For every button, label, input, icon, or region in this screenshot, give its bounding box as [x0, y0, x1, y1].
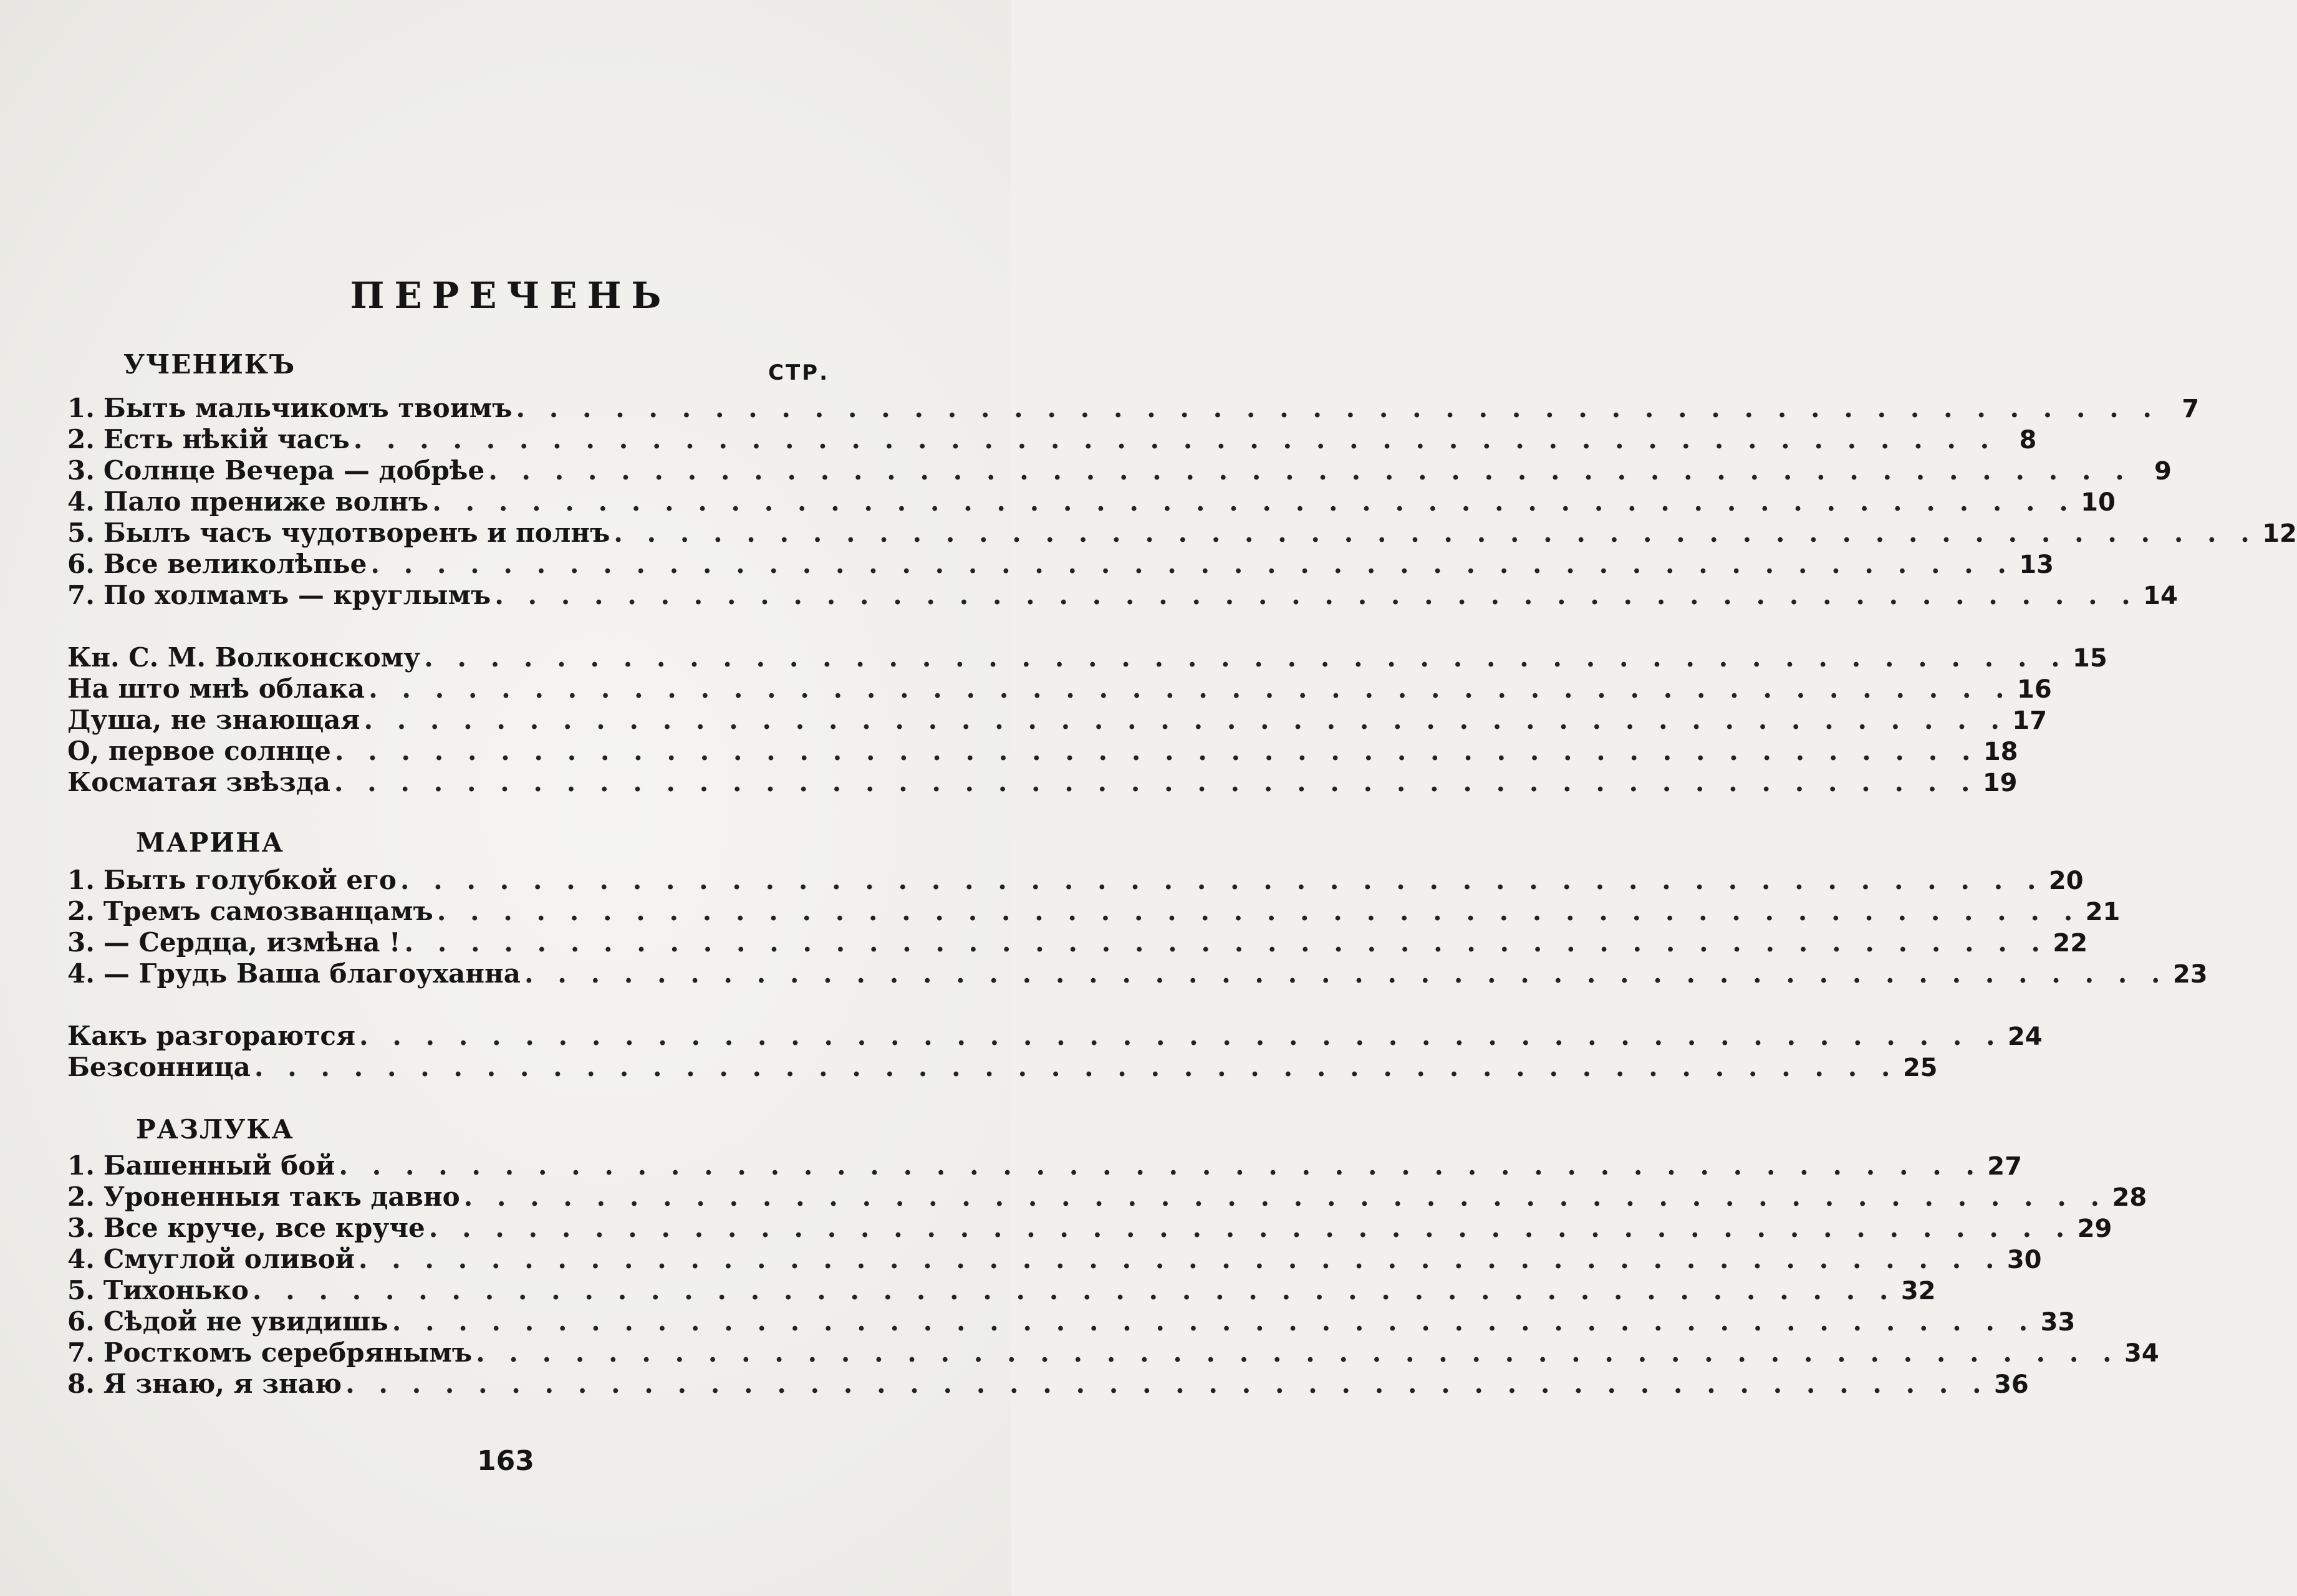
toc-entry-title — [67, 673, 365, 704]
toc-entry-title — [67, 958, 521, 989]
toc-entry-number: 8. — [67, 1368, 95, 1399]
leader-dots: . . . . . . . . . . . . . . . . . . . . . . . . . . . . . . . . . . . . . . . . . . . . . . . . . . — [339, 1150, 1982, 1181]
toc-entry-text: По холмамъ — круглымъ — [103, 580, 491, 610]
toc-entry-text: Косматая звѣзда — [67, 767, 330, 797]
toc-entry-title — [67, 455, 484, 486]
leader-dots: . . . . . . . . . . . . . . . . . . . . . . . . . . . . . . . . . . . . . . . . . . . . . . . . . . — [488, 455, 2132, 486]
toc-entry-page: 30 — [2006, 1246, 2042, 1274]
toc-entry-number: 2. — [67, 896, 95, 926]
leader-dots: . . . . . . . . . . . . . . . . . . . . . . . . . . . . . . . . . . . . . . . . . . . . . . . . . . — [345, 1368, 1989, 1399]
toc-entry-page: 21 — [2085, 898, 2121, 926]
toc-entry-text: Солнце Вечера — добрѣе — [103, 455, 485, 486]
leader-dots: . . . . . . . . . . . . . . . . . . . . . . . . . . . . . . . . . . . . . . . . . . . . . . . . . . — [516, 393, 2160, 423]
toc-entry — [67, 704, 2048, 736]
toc-entry-page: 32 — [1900, 1277, 1936, 1305]
toc-entry-page: 20 — [2048, 867, 2084, 895]
toc-entry-text: Безсонница — [67, 1052, 251, 1082]
toc-entry-number: 4. — [67, 486, 95, 517]
toc-entry — [67, 673, 2052, 704]
toc-group-uchenik — [67, 393, 2297, 611]
toc-entry-page: 13 — [2019, 550, 2054, 579]
toc-entry-title — [67, 1337, 472, 1368]
toc-entry-text: Я знаю, я знаю — [103, 1368, 342, 1399]
toc-entry-number: 6. — [67, 549, 95, 579]
toc-entry-page: 25 — [1902, 1054, 1938, 1082]
toc-entry-page: 33 — [2040, 1308, 2076, 1337]
leader-dots: . . . . . . . . . . . . . . . . . . . . . . . . . . . . . . . . . . . . . . . . . . . . . . . . . . — [252, 1275, 1896, 1305]
toc-entry — [67, 1275, 1936, 1306]
toc-entry-title — [67, 1181, 460, 1212]
toc-entry-title — [67, 486, 428, 517]
toc-entry-number: 3. — [67, 455, 95, 486]
toc-entry — [67, 486, 2116, 517]
toc-entry — [67, 393, 2200, 424]
leader-dots: . . . . . . . . . . . . . . . . . . . . . . . . . . . . . . . . . . . . . . . . . . . . . . . . . . — [524, 958, 2168, 989]
page-column-label: СТР. — [768, 360, 829, 385]
toc-entry-page: 12 — [2262, 519, 2297, 548]
page-number: 163 — [477, 1445, 534, 1477]
toc-entry-text: Быть голубкой его — [103, 865, 397, 895]
toc-entry-number: 3. — [67, 1213, 95, 1243]
toc-entry — [67, 1181, 2147, 1213]
toc-entry-text: Тихонько — [103, 1275, 249, 1305]
toc-entry-page: 9 — [2154, 457, 2172, 486]
toc-entry-page: 36 — [1994, 1370, 2029, 1399]
toc-entry — [67, 549, 2054, 580]
section-heading-uchenik: УЧЕНИКЪ — [123, 349, 296, 380]
toc-entry-title — [67, 1275, 249, 1305]
leader-dots: . . . . . . . . . . . . . . . . . . . . . . . . . . . . . . . . . . . . . . . . . . . . . . . . . . — [494, 580, 2138, 610]
toc-entry-text: Сѣдой не увидишь — [103, 1306, 388, 1337]
toc-entry-page: 10 — [2081, 488, 2116, 517]
toc-entry-page: 18 — [1983, 738, 2018, 766]
toc-entry-text: Какъ разгораются — [67, 1021, 355, 1051]
toc-entry — [67, 642, 2107, 673]
toc-entry-title — [67, 1052, 251, 1082]
toc-entry-number: 7. — [67, 1337, 95, 1368]
toc-entry-number: 1. — [67, 865, 95, 895]
toc-entry-page: 34 — [2124, 1339, 2159, 1368]
toc-entry — [67, 1337, 2159, 1368]
toc-entry-title — [67, 736, 331, 766]
leader-dots: . . . . . . . . . . . . . . . . . . . . . . . . . . . . . . . . . . . . . . . . . . . . . . . . . . — [358, 1244, 2002, 1274]
toc-entry-text: Башенный бой — [103, 1150, 335, 1181]
leader-dots: . . . . . . . . . . . . . . . . . . . . . . . . . . . . . . . . . . . . . . . . . . . . . . . . . . — [392, 1306, 2036, 1337]
toc-entry-title — [67, 1021, 355, 1051]
toc-group-razluka — [67, 1150, 2159, 1400]
toc-entry-page: 16 — [2017, 675, 2052, 704]
leader-dots: . . . . . . . . . . . . . . . . . . . . . . . . . . . . . . . . . . . . . . . . . . . . . . . . . . — [368, 673, 2012, 704]
toc-entry — [67, 580, 2178, 611]
toc-entry — [67, 455, 2172, 486]
leader-dots: . . . . . . . . . . . . . . . . . . . . . . . . . . . . . . . . . . . . . . . . . . . . . . . . . . — [334, 736, 1978, 766]
toc-entry-page: 15 — [2073, 644, 2107, 673]
leader-dots: . . . . . . . . . . . . . . . . . . . . . . . . . . . . . . . . . . . . . . . . . . . . . . . . . . — [614, 517, 2257, 548]
toc-entry — [67, 1244, 2042, 1275]
leader-dots: . . . . . . . . . . . . . . . . . . . . . . . . . . . . . . . . . . . . . . . . . . . . . . . . . . — [432, 486, 2076, 517]
toc-group-marina — [67, 865, 2208, 989]
toc-group-dedications — [67, 642, 2107, 798]
leader-dots: . . . . . . . . . . . . . . . . . . . . . . . . . . . . . . . . . . . . . . . . . . . . . . . . . . — [400, 865, 2044, 895]
toc-entry-text: Росткомъ серебрянымъ — [103, 1337, 473, 1368]
toc-entry-number: 2. — [67, 424, 95, 454]
toc-entry-page: 14 — [2143, 582, 2178, 610]
toc-entry-number: 5. — [67, 517, 95, 548]
toc-group-insomnia — [67, 1021, 2043, 1083]
leader-dots: . . . . . . . . . . . . . . . . . . . . . . . . . . . . . . . . . . . . . . . . . . . . . . . . . . — [436, 896, 2081, 926]
toc-entry — [67, 1306, 2076, 1337]
toc-entry-title — [67, 704, 360, 735]
toc-entry-title — [67, 1213, 425, 1243]
toc-entry — [67, 1368, 2029, 1400]
toc-entry-page: 19 — [1982, 769, 2018, 797]
toc-entry-title — [67, 517, 610, 548]
toc-entry-number: 3. — [67, 927, 95, 958]
toc-entry-text: Быть мальчикомъ твоимъ — [103, 393, 513, 423]
toc-entry — [67, 896, 2121, 927]
toc-entry-page: 29 — [2077, 1214, 2112, 1243]
toc-entry-text: Пало прениже волнъ — [103, 486, 429, 517]
leader-dots: . . . . . . . . . . . . . . . . . . . . . . . . . . . . . . . . . . . . . . . . . . . . . . . . . . — [254, 1052, 1898, 1082]
toc-entry-text: Все великолѣпье — [103, 549, 367, 579]
toc-entry-title — [67, 1368, 342, 1399]
toc-entry — [67, 517, 2297, 549]
toc-entry-page: 7 — [2182, 395, 2200, 423]
leader-dots: . . . . . . . . . . . . . . . . . . . . . . . . . . . . . . . . . . . . . . . . . . . . . . . . . . — [334, 767, 1978, 797]
toc-entry-page: 23 — [2172, 960, 2208, 989]
toc-entry-text: О, первое солнце — [67, 736, 331, 766]
leader-dots: . . . . . . . . . . . . . . . . . . . . . . . . . . . . . . . . . . . . . . . . . . . . . . . . . . — [463, 1181, 2107, 1212]
toc-entry-page: 22 — [2053, 929, 2088, 958]
toc-entry-page: 28 — [2112, 1183, 2147, 1212]
leader-dots: . . . . . . . . . . . . . . . . . . . . . . . . . . . . . . . . . . . . . . . . . . . . . . . . . . — [370, 549, 2014, 579]
toc-entry-title — [67, 896, 433, 926]
toc-entry-title — [67, 642, 420, 673]
toc-entry-text: — Грудь Ваша благоуханна — [103, 958, 521, 989]
leader-dots: . . . . . . . . . . . . . . . . . . . . . . . . . . . . . . . . . . . . . . . . . . . . . . . . . . — [353, 424, 1997, 454]
toc-entry-number: 7. — [67, 580, 95, 610]
toc-entry — [67, 767, 2018, 798]
leader-dots: . . . . . . . . . . . . . . . . . . . . . . . . . . . . . . . . . . . . . . . . . . . . . . . . . . — [364, 704, 2008, 735]
toc-entry-title — [67, 424, 350, 454]
toc-entry — [67, 1021, 2043, 1052]
leader-dots: . . . . . . . . . . . . . . . . . . . . . . . . . . . . . . . . . . . . . . . . . . . . . . . . . . — [424, 642, 2068, 673]
toc-entry-number: 1. — [67, 393, 95, 423]
toc-entry-title — [67, 865, 397, 895]
toc-entry-text: Былъ часъ чудотворенъ и полнъ — [103, 517, 610, 548]
toc-entry — [67, 958, 2208, 989]
toc-entry-page: 24 — [2007, 1022, 2043, 1051]
toc-entry-number: 5. — [67, 1275, 95, 1305]
toc-entry — [67, 424, 2037, 455]
toc-entry-title — [67, 580, 491, 610]
toc-entry — [67, 927, 2088, 958]
toc-entry — [67, 1213, 2112, 1244]
toc-entry-title — [67, 1244, 355, 1274]
toc-entry-text: На што мнѣ облака — [67, 673, 365, 704]
toc-entry-title — [67, 1150, 335, 1181]
leader-dots: . . . . . . . . . . . . . . . . . . . . . . . . . . . . . . . . . . . . . . . . . . . . . . . . . . — [404, 927, 2048, 958]
toc-entry-text: Тремъ самозванцамъ — [103, 896, 433, 926]
toc-entry — [67, 1052, 1938, 1083]
toc-entry — [67, 1150, 2022, 1181]
toc-entry-text: Смуглой оливой — [103, 1244, 355, 1274]
toc-entry-title — [67, 549, 367, 579]
page-title: ПЕРЕЧЕНЬ — [350, 274, 672, 317]
leader-dots: . . . . . . . . . . . . . . . . . . . . . . . . . . . . . . . . . . . . . . . . . . . . . . . . . . — [428, 1213, 2073, 1243]
toc-entry-number: 6. — [67, 1306, 95, 1337]
toc-entry-number: 4. — [67, 1244, 95, 1274]
toc-entry-text: Кн. С. М. Волконскому — [67, 642, 421, 673]
section-heading-razluka: РАЗЛУКА — [136, 1114, 294, 1145]
leader-dots: . . . . . . . . . . . . . . . . . . . . . . . . . . . . . . . . . . . . . . . . . . . . . . . . . . — [476, 1337, 2119, 1368]
toc-entry-title — [67, 927, 400, 958]
toc-entry-title — [67, 1306, 388, 1337]
leader-dots: . . . . . . . . . . . . . . . . . . . . . . . . . . . . . . . . . . . . . . . . . . . . . . . . . . — [359, 1021, 2003, 1051]
toc-entry-text: Душа, не знающая — [67, 704, 360, 735]
toc-entry-text: — Сердца, измѣна ! — [103, 927, 401, 958]
toc-entry-page: 17 — [2012, 706, 2048, 735]
toc-entry-text: Все круче, все круче — [103, 1213, 425, 1243]
toc-entry — [67, 865, 2084, 896]
toc-entry — [67, 736, 2018, 767]
toc-entry-text: Есть нѣкій часъ — [103, 424, 350, 454]
toc-entry-title — [67, 393, 512, 423]
toc-entry-number: 4. — [67, 958, 95, 989]
toc-entry-page: 8 — [2019, 426, 2037, 454]
toc-entry-number: 2. — [67, 1181, 95, 1212]
toc-entry-text: Уроненныя такъ давно — [103, 1181, 460, 1212]
toc-entry-title — [67, 767, 330, 797]
section-heading-marina: МАРИНА — [136, 827, 284, 858]
toc-entry-number: 1. — [67, 1150, 95, 1181]
toc-entry-page: 27 — [1987, 1152, 2022, 1181]
